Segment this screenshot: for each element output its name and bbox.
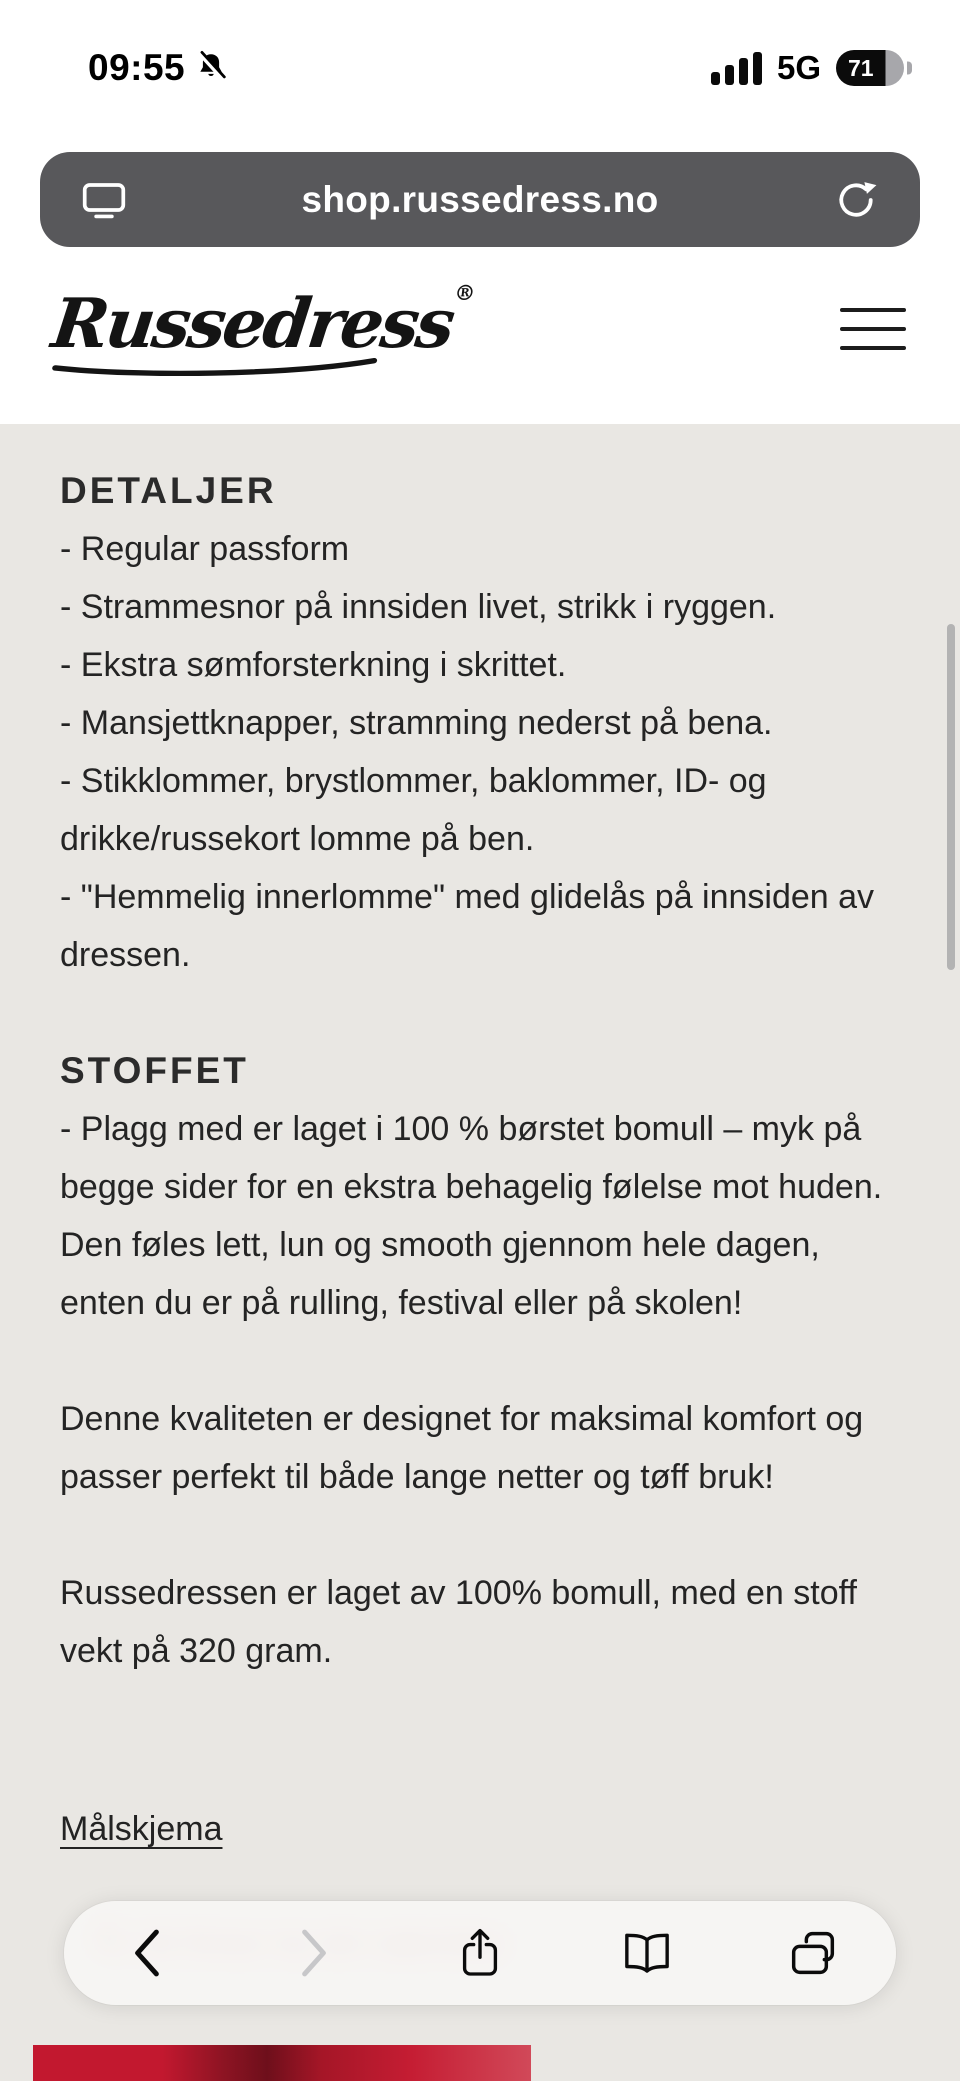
safari-toolbar (64, 1901, 896, 2005)
section-gap (60, 984, 900, 1042)
details-heading: DETALJER (60, 470, 277, 511)
paragraph-gap (60, 1332, 900, 1390)
address-url[interactable]: shop.russedress.no (301, 178, 659, 220)
paragraph-gap (60, 1506, 900, 1564)
bell-slash-icon (195, 50, 227, 87)
desktop-monitor-icon[interactable] (76, 170, 132, 230)
fabric-paragraph: - Plagg med er laget i 100 % børstet bomull – myk på begge sider for en ekstra behagelig følelse mot huden. Den føles lett, lun og smooth gjennom hele dagen, enten du er på rulling, festival eller på skolen! (60, 1110, 883, 1322)
fabric-paragraph: Denne kvaliteten er designet for maksimal komfort og passer perfekt til både lange netter og tøff bruk! (60, 1400, 864, 1496)
tabs-icon[interactable] (784, 1918, 842, 1988)
reload-icon[interactable] (828, 170, 884, 230)
logo-text: Russedress (47, 283, 457, 364)
page-scrollbar[interactable] (947, 624, 955, 970)
details-item: - Ekstra sømforsterkning i skrittet. (60, 646, 567, 684)
share-icon[interactable] (451, 1918, 509, 1988)
logo-swash (48, 358, 380, 376)
site-header (0, 247, 960, 424)
registered-trademark: ® (452, 279, 478, 305)
bookmarks-icon[interactable] (618, 1918, 676, 1988)
details-item: - Mansjettknapper, stramming nederst på bena. (60, 704, 773, 742)
product-photo-sliver (33, 2045, 531, 2081)
details-item: - Strammesnor på innsiden livet, strikk i ryggen. (60, 588, 777, 626)
clock: 09:55 (88, 47, 186, 88)
hamburger-menu-icon[interactable] (840, 308, 906, 350)
forward-icon[interactable] (285, 1918, 343, 1988)
cellular-signal-icon (711, 52, 762, 85)
status-bar (0, 0, 960, 122)
product-description (0, 424, 960, 2081)
network-type-label: 5G (776, 49, 821, 86)
back-icon[interactable] (118, 1918, 176, 1988)
fabric-paragraph: Russedressen er laget av 100% bomull, med en stoff vekt på 320 gram. (60, 1574, 857, 1670)
details-item: - "Hemmelig innerlomme" med glidelås på innsiden av dressen. (60, 878, 875, 974)
address-bar[interactable] (40, 152, 920, 247)
status-left (88, 47, 227, 89)
battery-nub (907, 62, 912, 75)
measurement-chart-link[interactable]: Målskjema (60, 1810, 223, 1848)
battery-icon (836, 50, 904, 86)
status-right (711, 49, 904, 87)
fabric-heading: STOFFET (60, 1050, 249, 1091)
russedress-logo[interactable] (40, 279, 478, 374)
battery-percent: 71 (848, 54, 874, 81)
details-item: - Regular passform (60, 530, 350, 568)
details-item: - Stikklommer, brystlommer, baklommer, ID- og drikke/russekort lomme på ben. (60, 762, 767, 858)
